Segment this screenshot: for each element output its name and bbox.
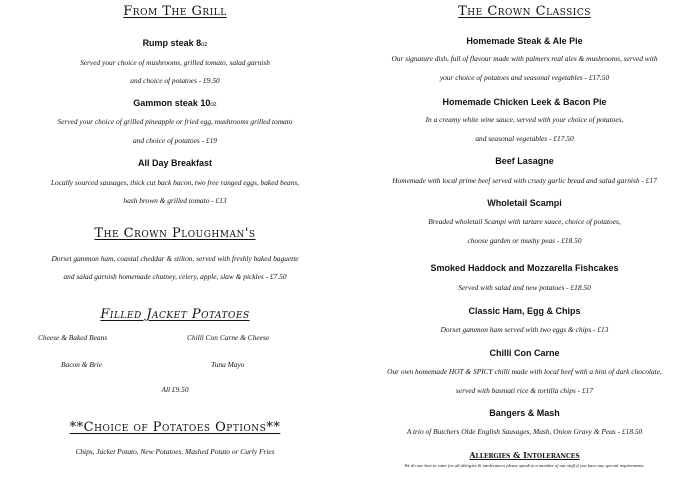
gammon-steak-desc-2: and choice of potatoes - £19 — [133, 136, 217, 145]
allergies-heading: Allergies & Intolerances — [469, 450, 580, 460]
jacket-item: Cheese & Baked Beans — [38, 333, 108, 342]
jacket-item: Bacon & Brie — [61, 360, 103, 369]
breakfast-desc-1: Locally sourced sausages, thick cut back bacon, two free ranged eggs, baked beans, — [50, 178, 300, 187]
menu-item-title: Wholetail Scampi — [487, 198, 562, 208]
menu-item-title: Classic Ham, Egg & Chips — [468, 306, 581, 316]
jacket-item: Tuna Mayo — [211, 360, 245, 369]
rump-steak-desc-2: and choice of potatoes - £9.50 — [130, 76, 220, 85]
menu-item-desc: Our signature dish, full of flavour made with palmers real ales & mushrooms, served with — [391, 54, 658, 63]
menu-item-desc: Dorset gammon ham served with two eggs & chips - £13 — [440, 325, 609, 334]
grill-heading: From The Grill — [123, 4, 227, 19]
choice-heading: **Choice of Potatoes Options** — [69, 420, 281, 435]
menu-item-title: Smoked Haddock and Mozzarella Fishcakes — [430, 263, 619, 273]
right-column — [350, 0, 699, 497]
ploughman-desc-2: and salad garnish homemade chutney, celery, apple, slaw & pickles - £7.50 — [63, 272, 287, 281]
menu-item-desc: Homemade with local prime beef served with crusty garlic bread and salad garnish - £17 — [392, 176, 657, 185]
menu-item-desc: your choice of potatoes and seasonal vegetables - £17.50 — [439, 73, 610, 82]
choice-list: Chips, Jacket Potato, New Potatoes, Mashed Potato or Curly Fries — [75, 447, 275, 456]
menu-item-title: Bangers & Mash — [489, 408, 560, 418]
menu-item-desc: Served with salad and new potatoes - £18.50 — [458, 283, 591, 292]
menu-item-title: Beef Lasagne — [495, 156, 554, 166]
menu-item-desc: Our own homemade HOT & SPICY chilli made with local beef with a hint of dark chocolate, — [387, 367, 662, 376]
jacket-heading: Filled Jacket Potatoes — [100, 307, 250, 322]
ploughman-heading: The Crown Ploughman's — [94, 226, 256, 241]
menu-item-title: Homemade Chicken Leek & Bacon Pie — [442, 97, 607, 107]
gammon-steak-desc-1: Served your choice of grilled pineapple or fried egg, mushrooms grilled tomato — [57, 117, 293, 126]
menu-item-desc: Breaded wholetail Scampi with tartare sauce, choice of potatoes, — [428, 217, 621, 226]
allergies-text: We do our best to cater for all allergies & intolerances please speak to a member of our staff if you have any special requirements. — [404, 463, 645, 468]
menu-item-title: Chilli Con Carne — [489, 348, 560, 358]
classics-heading: The Crown Classics — [458, 4, 591, 19]
rump-steak-desc-1: Served your choice of mushrooms, grilled tomato, salad garnish — [80, 58, 270, 67]
ploughman-desc-1: Dorset gammon ham, coastal cheddar & stilton, served with freshly baked baguette — [51, 254, 299, 263]
menu-item-desc: served with basmati rice & tortilla chips - £17 — [455, 386, 594, 395]
menu-item-desc: and seasonal vegetables - £17.50 — [475, 134, 574, 143]
breakfast-desc-2: hash brown & grilled tomato - £13 — [123, 196, 227, 205]
rump-steak-title: Rump steak 8oz — [142, 38, 208, 48]
menu-item-title: Homemade Steak & Ale Pie — [466, 36, 583, 46]
menu-item-desc: choose garden or mushy peas - £18.50 — [467, 236, 582, 245]
jacket-item: Chilli Con Carne & Cheese — [187, 333, 270, 342]
breakfast-title: All Day Breakfast — [137, 158, 213, 168]
menu-item-desc: A trio of Butchers Olde English Sausages, Mash, Onion Gravy & Peas - £18.50 — [406, 427, 643, 436]
jacket-price: All £9.50 — [161, 385, 189, 394]
gammon-steak-title: Gammon steak 10oz — [133, 98, 217, 108]
menu-item-desc: In a creamy white wine sauce, served with your choice of potatoes, — [425, 115, 624, 124]
